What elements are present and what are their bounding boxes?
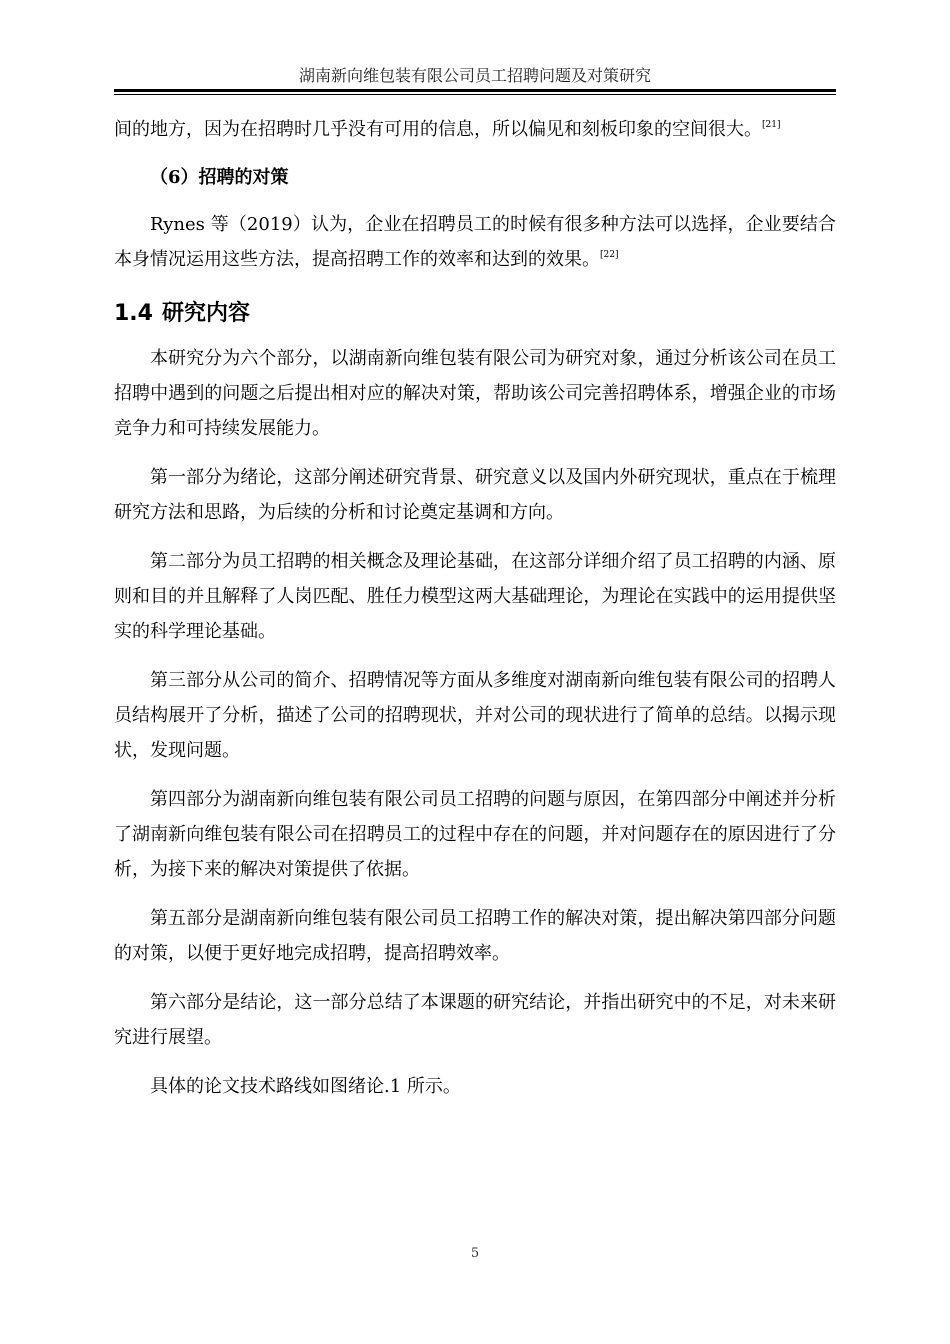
header-rule-thick xyxy=(114,89,836,92)
citation: [22] xyxy=(600,250,619,260)
header-rule-thin xyxy=(114,94,836,95)
continued-text: 间的地方，因为在招聘时几乎没有可用的信息，所以偏见和刻板印象的空间很大。 xyxy=(114,119,762,140)
running-header: 湖南新向维包装有限公司员工招聘问题及对策研究 xyxy=(298,66,651,85)
body-paragraph: 第六部分是结论，这一部分总结了本课题的研究结论，并指出研究中的不足，对未来研究进行展望。 xyxy=(114,992,836,1048)
section-heading xyxy=(114,297,836,331)
page-number: 5 xyxy=(470,1246,480,1261)
body-paragraph: 具体的论文技术路线如图绪论.1 所示。 xyxy=(150,1076,461,1097)
citation: [21] xyxy=(762,120,781,130)
body-paragraph: 第一部分为绪论，这部分阐述研究背景、研究意义以及国内外研究现状，重点在于梳理研究方法和思路，为后续的分析和讨论奠定基调和方向。 xyxy=(114,467,836,523)
body-paragraph: 第二部分为员工招聘的相关概念及理论基础，在这部分详细介绍了员工招聘的内涵、原则和目的并且解释了人岗匹配、胜任力模型这两大基础理论，为理论在实践中的运用提供坚实的科学理论基础。 xyxy=(114,551,836,642)
page-body xyxy=(114,112,836,1104)
section-number: 1.4 xyxy=(114,301,153,326)
body-paragraph: 第三部分从公司的简介、招聘情况等方面从多维度对湖南新向维包装有限公司的招聘人员结构展开了分析，描述了公司的招聘现状，并对公司的现状进行了简单的总结。以揭示现状，发现问题。 xyxy=(114,670,836,761)
continued-paragraph xyxy=(114,112,836,147)
rynes-text: Rynes 等（2019）认为，企业在招聘员工的时候有很多种方法可以选择，企业要结合本身情况运用这些方法，提高招聘工作的效率和达到的效果。 xyxy=(114,214,836,270)
body-paragraph: 本研究分为六个部分，以湖南新向维包装有限公司为研究对象，通过分析该公司在员工招聘中遇到的问题之后提出相对应的解决对策，帮助该公司完善招聘体系，增强企业的市场竞争力和可持续发展能力。 xyxy=(114,348,836,439)
body-paragraph: 第五部分是湖南新向维包装有限公司员工招聘工作的解决对策，提出解决第四部分问题的对策，以便于更好地完成招聘，提高招聘效率。 xyxy=(114,908,836,964)
rynes-paragraph xyxy=(114,207,836,277)
body-paragraph: 第四部分为湖南新向维包装有限公司员工招聘的问题与原因，在第四部分中阐述并分析了湖南新向维包装有限公司在招聘员工的过程中存在的问题，并对问题存在的原因进行了分析，为接下来的解决对策提供了依据。 xyxy=(114,789,836,880)
subsection-heading: （6）招聘的对策 xyxy=(150,167,289,188)
section-title: 研究内容 xyxy=(162,301,251,326)
